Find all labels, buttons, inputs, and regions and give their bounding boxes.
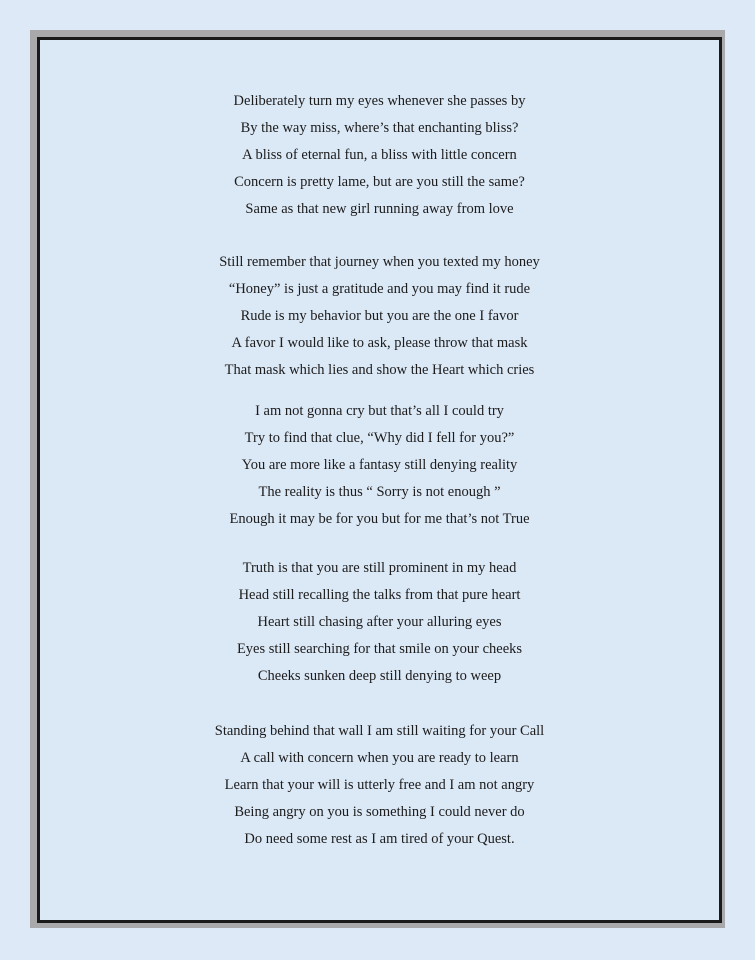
poem-line: “Honey” is just a gratitude and you may find it rude [228,281,531,297]
poem-line: A bliss of eternal fun, a bliss with little concern [242,147,517,163]
poem-page [37,37,722,923]
poem-line: Learn that your will is utterly free and I am not angry [224,777,535,793]
poem-line: Being angry on you is something I could never do [234,804,525,820]
poem-line: The reality is thus “ Sorry is not enough ” [258,484,501,500]
poem-line: Concern is pretty lame, but are you still the same? [234,174,525,190]
poem-body [40,40,719,920]
poem-line: Standing behind that wall I am still waiting for your Call [214,723,545,739]
poem-line: I am not gonna cry but that’s all I could try [255,403,504,419]
poem-line: Cheeks sunken deep still denying to weep [257,668,502,684]
poem-line: Truth is that you are still prominent in my head [242,560,517,576]
poem-line: You are more like a fantasy still denying reality [241,457,518,473]
poem-line: Head still recalling the talks from that pure heart [238,587,521,603]
poem-line: Still remember that journey when you texted my honey [219,254,540,270]
poem-line: Same as that new girl running away from love [245,201,514,217]
stanza-5 [40,718,719,853]
stanza-1 [40,88,719,223]
poem-line: By the way miss, where’s that enchanting bliss? [240,120,519,136]
poem-line: A call with concern when you are ready to learn [240,750,519,766]
stanza-4 [40,555,719,690]
poem-line: Try to find that clue, “Why did I fell for you?” [244,430,515,446]
poem-line: Do need some rest as I am tired of your Quest. [244,831,515,847]
poem-line: Enough it may be for you but for me that’s not True [229,511,530,527]
poem-line: That mask which lies and show the Heart which cries [224,362,535,378]
poem-line: Eyes still searching for that smile on your cheeks [236,641,523,657]
poem-line: Deliberately turn my eyes whenever she passes by [233,93,526,109]
stanza-2 [40,249,719,384]
poem-line: Heart still chasing after your alluring eyes [257,614,502,630]
poem-line: A favor I would like to ask, please throw that mask [231,335,528,351]
poem-line: Rude is my behavior but you are the one I favor [240,308,519,324]
stanza-3 [40,398,719,533]
